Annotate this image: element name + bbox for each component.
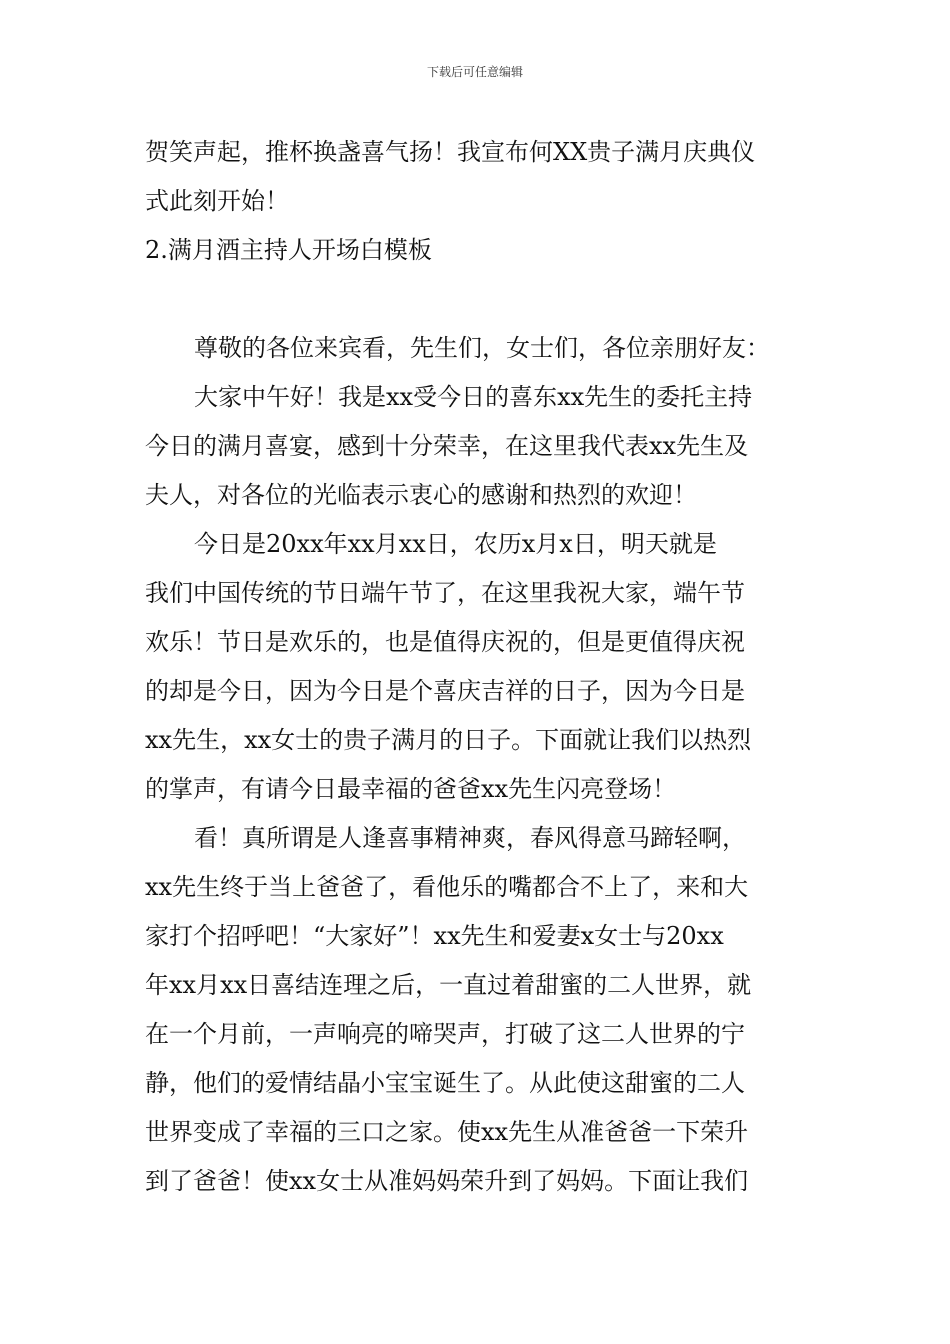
text-line: 今日是20xx年xx月xx日，农历x月x日，明天就是 <box>194 530 717 558</box>
text-line: 今日的满月喜宴，感到十分荣幸，在这里我代表xx先生及 <box>145 432 749 460</box>
text-line: 的却是今日，因为今日是个喜庆吉祥的日子，因为今日是 <box>145 677 745 705</box>
text-line: 我们中国传统的节日端午节了，在这里我祝大家，端午节 <box>145 579 745 607</box>
text-line: xx先生，xx女士的贵子满月的日子。下面就让我们以热烈 <box>145 726 752 754</box>
document-body <box>145 128 809 1206</box>
text-line: 静，他们的爱情结晶小宝宝诞生了。从此使这甜蜜的二人 <box>145 1069 745 1097</box>
text-line: 尊敬的各位来宾看，先生们，女士们，各位亲朋好友： <box>194 334 770 362</box>
text-line: 到了爸爸！使xx女士从准妈妈荣升到了妈妈。下面让我们 <box>145 1167 749 1195</box>
text-line: xx先生终于当上爸爸了，看他乐的嘴都合不上了，来和大 <box>145 873 749 901</box>
text-line: 看！真所谓是人逢喜事精神爽，春风得意马蹄轻啊， <box>194 824 746 852</box>
text-line: 在一个月前，一声响亮的啼哭声，打破了这二人世界的宁 <box>145 1020 745 1048</box>
text-line: 世界变成了幸福的三口之家。使xx先生从准爸爸一下荣升 <box>145 1118 749 1146</box>
text-line: 式此刻开始！ <box>145 187 289 215</box>
section-heading: 2.满月酒主持人开场白模板 <box>145 236 432 264</box>
text-line: 贺笑声起，推杯换盏喜气扬！我宣布何XX贵子满月庆典仪 <box>145 138 756 166</box>
text-line: 的掌声，有请今日最幸福的爸爸xx先生闪亮登场！ <box>145 775 677 803</box>
text-line: 夫人，对各位的光临表示衷心的感谢和热烈的欢迎！ <box>145 481 697 509</box>
blank-line <box>145 275 809 324</box>
text-line: 大家中午好！我是xx受今日的喜东xx先生的委托主持 <box>194 383 753 411</box>
page-header <box>0 64 950 80</box>
text-line: 家打个招呼吧！“大家好”！xx先生和爱妻x女士与20xx <box>145 922 724 950</box>
text-line: 欢乐！节日是欢乐的，也是值得庆祝的，但是更值得庆祝 <box>145 628 745 656</box>
header-text: 下载后可任意编辑 <box>426 65 523 79</box>
text-line: 年xx月xx日喜结连理之后，一直过着甜蜜的二人世界，就 <box>145 971 752 999</box>
